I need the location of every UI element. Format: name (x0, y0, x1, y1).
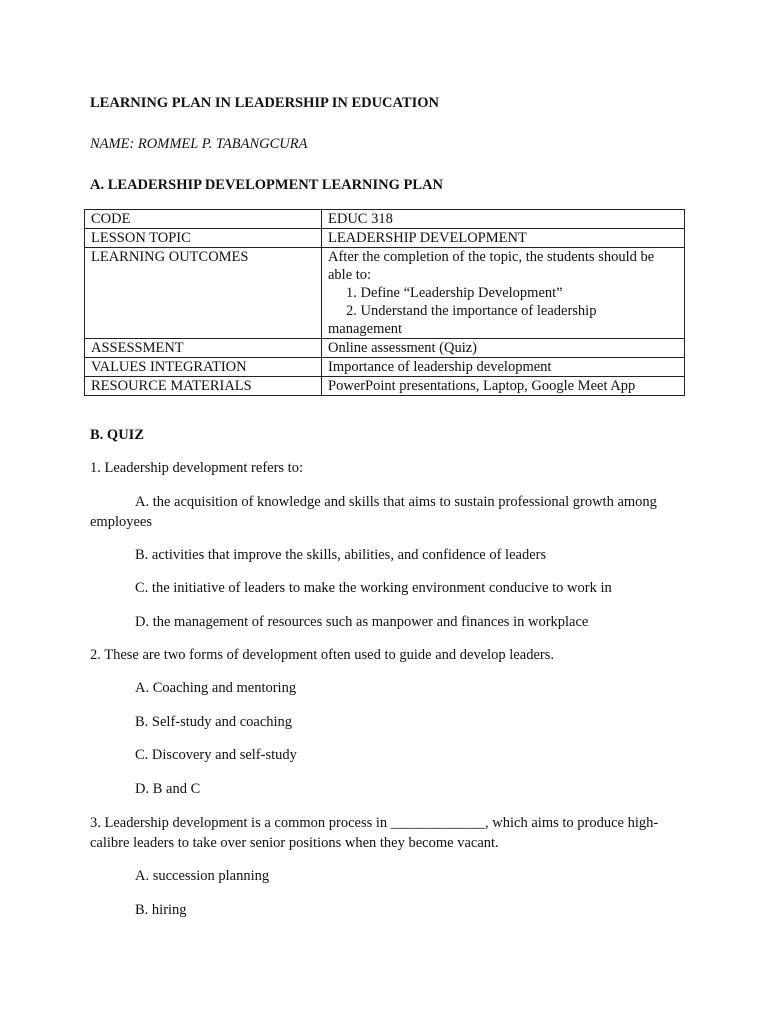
quiz-option-2d: D. B and C (135, 781, 201, 797)
table-cell-key: LESSON TOPIC (85, 229, 322, 248)
table-cell-key: LEARNING OUTCOMES (85, 248, 322, 339)
table-row (85, 210, 685, 229)
table-cell-key: CODE (85, 210, 322, 229)
quiz-option-3b: B. hiring (135, 902, 187, 918)
table-cell-value (322, 248, 685, 339)
outcome-item-1: 1. Define “Leadership Development” (346, 285, 563, 301)
learning-plan-table (84, 209, 685, 396)
quiz-option-1a: A. the acquisition of knowledge and skills that aims to sustain professional growth among employees (90, 494, 657, 530)
table-row (85, 229, 685, 248)
table-cell-key: RESOURCE MATERIALS (85, 377, 322, 396)
outcomes-intro: After the completion of the topic, the students should be able to: (328, 249, 655, 283)
outcome-item-2-tail: management (328, 321, 403, 337)
section-a-heading: A. LEADERSHIP DEVELOPMENT LEARNING PLAN (90, 177, 444, 193)
table-row (85, 248, 685, 339)
table-cell-value: PowerPoint presentations, Laptop, Google Meet App (322, 377, 685, 396)
table-row (85, 377, 685, 396)
table-row (85, 339, 685, 358)
quiz-question-3: 3. Leadership development is a common process in _____________, which aims to produce high-calibre leaders to take over senior positions when they become vacant. (90, 815, 659, 851)
table-cell-value: Importance of leadership development (322, 358, 685, 377)
quiz-question-2: 2. These are two forms of development often used to guide and develop leaders. (90, 647, 554, 663)
document-title: LEARNING PLAN IN LEADERSHIP IN EDUCATION (90, 95, 439, 111)
quiz-question-1: 1. Leadership development refers to: (90, 460, 303, 476)
quiz-option-2a: A. Coaching and mentoring (135, 680, 297, 696)
quiz-option-1b: B. activities that improve the skills, abilities, and confidence of leaders (135, 547, 547, 563)
quiz-option-1c: C. the initiative of leaders to make the working environment conducive to work in (135, 580, 612, 596)
quiz-option-3a: A. succession planning (135, 868, 270, 884)
table-cell-key: ASSESSMENT (85, 339, 322, 358)
quiz-option-2c: C. Discovery and self-study (135, 747, 297, 763)
table-row (85, 358, 685, 377)
outcome-item-2: 2. Understand the importance of leadership (346, 303, 597, 319)
table-cell-value: Online assessment (Quiz) (322, 339, 685, 358)
quiz-option-2b: B. Self-study and coaching (135, 714, 293, 730)
section-b-heading: B. QUIZ (90, 427, 144, 443)
table-cell-value: EDUC 318 (322, 210, 685, 229)
quiz-option-1d: D. the management of resources such as manpower and finances in workplace (135, 614, 589, 630)
student-name: NAME: ROMMEL P. TABANGCURA (90, 136, 308, 152)
table-cell-key: VALUES INTEGRATION (85, 358, 322, 377)
table-cell-value: LEADERSHIP DEVELOPMENT (322, 229, 685, 248)
